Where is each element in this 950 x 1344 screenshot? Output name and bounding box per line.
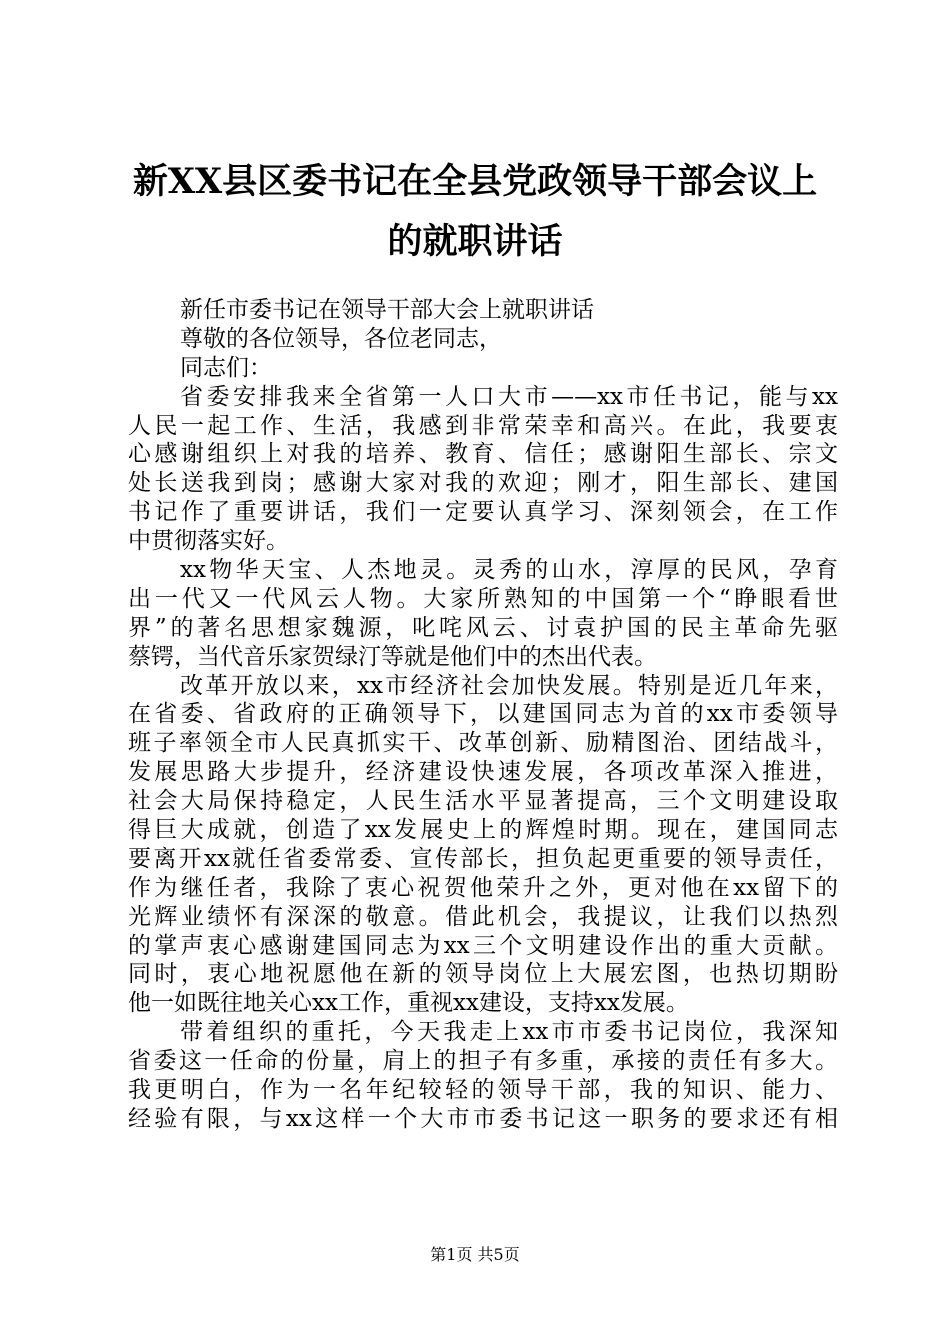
body-text-line: 改革开放以来，xx市经济社会加快发展。特别是近几年来， [180,672,838,699]
body-text-line: 界”的著名思想家魏源，叱咤风云、讨袁护国的民主革命先驱 [128,614,838,641]
document-title-line-1: 新XX县区委书记在全县党政领导干部会议上 [132,161,818,202]
body-text-line: 尊敬的各位领导，各位老同志， [180,325,502,352]
body-text-line: 省委安排我来全省第一人口大市——xx市任书记，能与xx [180,383,838,410]
body-text-line: 中贯彻落实好。 [128,528,289,555]
body-text-line: 的掌声衷心感谢建国同志为xx三个文明建设作出的重大贡献。 [128,932,838,959]
page-footer: 第1页 共5页 [430,1245,520,1264]
body-text-line: 要离开xx就任省委常委、宣传部长，担负起更重要的领导责任， [128,845,838,872]
body-text-line: 带着组织的重托，今天我走上xx市市委书记岗位，我深知 [180,1019,838,1046]
body-text-line: 蔡锷，当代音乐家贺绿汀等就是他们中的杰出代表。 [128,643,657,670]
body-text-line: 他一如既往地关心xx工作，重视xx建设，支持xx发展。 [128,990,689,1017]
body-text-line: 我更明白，作为一名年纪较轻的领导干部，我的知识、能力、 [128,1077,838,1104]
body-text-line: 书记作了重要讲话，我们一定要认真学习、深刻领会，在工作 [128,499,838,526]
body-text-line: 班子率领全市人民真抓实干、改革创新、励精图治、团结战斗， [128,730,838,757]
body-text-line: 社会大局保持稳定，人民生活水平显著提高，三个文明建设取 [128,788,838,815]
body-text-line: 作为继任者，我除了衷心祝贺他荣升之外，更对他在xx留下的 [128,874,838,901]
body-text-line: 同志们： [180,354,272,381]
body-text-line: 发展思路大步提升，经济建设快速发展，各项改革深入推进， [128,759,838,786]
document-title-line-2: 的就职讲话 [387,221,563,262]
body-text-line: 得巨大成就，创造了xx发展史上的辉煌时期。现在，建国同志 [128,817,838,844]
body-text-line: 同时，衷心地祝愿他在新的领导岗位上大展宏图，也热切期盼 [128,961,838,988]
body-text-line: xx物华天宝、人杰地灵。灵秀的山水，淳厚的民风，孕育 [180,557,838,584]
body-text-line: 出一代又一代风云人物。大家所熟知的中国第一个“睁眼看世 [128,585,838,612]
body-text-line: 省委这一任命的份量，肩上的担子有多重，承接的责任有多大。 [128,1048,838,1075]
body-text-line: 人民一起工作、生活，我感到非常荣幸和高兴。在此，我要衷 [128,412,838,439]
body-text-line: 经验有限，与xx这样一个大市市委书记这一职务的要求还有相 [128,1105,838,1132]
body-text-line: 心感谢组织上对我的培养、教育、信任；感谢阳生部长、宗文 [128,441,838,468]
body-text-line: 在省委、省政府的正确领导下，以建国同志为首的xx市委领导 [128,701,838,728]
body-text-line: 光辉业绩怀有深深的敬意。借此机会，我提议，让我们以热烈 [128,903,838,930]
body-text-line: 处长送我到岗；感谢大家对我的欢迎；刚才，阳生部长、建国 [128,470,838,497]
document-body [128,296,838,1134]
body-text-line: 新任市委书记在领导干部大会上就职讲话 [180,297,594,323]
